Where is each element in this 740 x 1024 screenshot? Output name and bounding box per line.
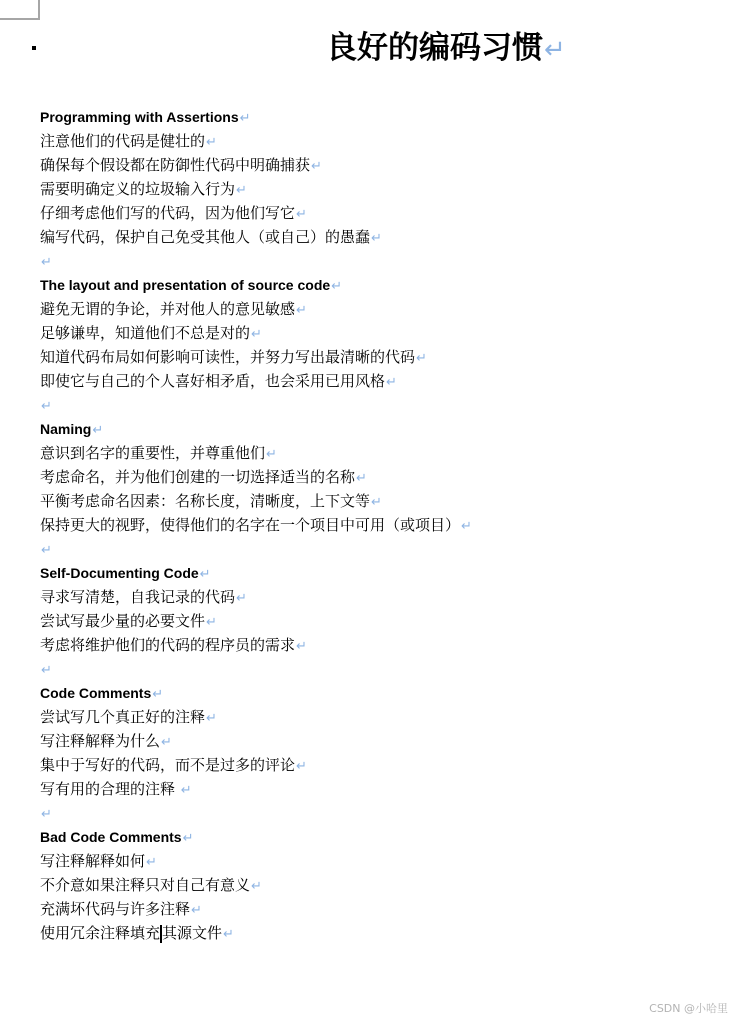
empty-paragraph bbox=[40, 657, 700, 681]
paragraph-mark-icon: ↵ bbox=[223, 927, 234, 942]
list-item-text: 充满坏代码与许多注释 bbox=[40, 900, 191, 918]
paragraph-mark-icon: ↵ bbox=[296, 639, 307, 654]
paragraph-mark-icon: ↵ bbox=[182, 831, 194, 846]
paragraph-mark-icon: ↵ bbox=[236, 591, 247, 606]
list-item-text: 写注释解释为什么 bbox=[40, 732, 161, 750]
list-item-text: 考虑将维护他们的代码的程序员的需求 bbox=[40, 636, 296, 654]
list-item bbox=[40, 465, 700, 489]
paragraph-mark-icon: ↵ bbox=[199, 567, 211, 582]
paragraph-mark-icon: ↵ bbox=[239, 111, 251, 126]
paragraph-mark-icon: ↵ bbox=[206, 135, 217, 150]
paragraph-mark-icon: ↵ bbox=[416, 351, 427, 366]
paragraph-mark-icon: ↵ bbox=[544, 35, 566, 65]
paragraph-mark-icon: ↵ bbox=[161, 735, 172, 750]
list-item-text: 平衡考虑命名因素：名称长度，清晰度，上下文等 bbox=[40, 492, 371, 510]
paragraph-mark-icon: ↵ bbox=[206, 711, 217, 726]
empty-paragraph bbox=[40, 393, 700, 417]
list-item-text: 避免无谓的争论，并对他人的意见敏感 bbox=[40, 300, 296, 318]
list-item-text: 需要明确定义的垃圾输入行为 bbox=[40, 180, 236, 198]
section-heading bbox=[40, 561, 700, 585]
section-heading bbox=[40, 417, 700, 441]
paragraph-mark-icon: ↵ bbox=[146, 855, 157, 870]
list-item-text: 意识到名字的重要性，并尊重他们 bbox=[40, 444, 266, 462]
paragraph-mark-icon: ↵ bbox=[251, 327, 262, 342]
list-item-text: 即使它与自己的个人喜好相矛盾，也会采用已用风格 bbox=[40, 372, 386, 390]
empty-paragraph bbox=[40, 249, 700, 273]
section-heading bbox=[40, 273, 700, 297]
paragraph-mark-icon: ↵ bbox=[41, 543, 52, 558]
list-item bbox=[40, 609, 700, 633]
list-item-text: 尝试写最少量的必要文件 bbox=[40, 612, 206, 630]
section-heading-text: Bad Code Comments bbox=[40, 829, 182, 845]
paragraph-mark-icon: ↵ bbox=[331, 279, 343, 294]
section-heading bbox=[40, 105, 700, 129]
watermark: CSDN @小哈里 bbox=[649, 1002, 728, 1015]
list-item-text: 知道代码布局如何影响可读性，并努力写出最清晰的代码 bbox=[40, 348, 416, 366]
list-item bbox=[40, 153, 700, 177]
list-item-text: 考虑命名，并为他们创建的一切选择适当的名称 bbox=[40, 468, 356, 486]
paragraph-mark-icon: ↵ bbox=[386, 375, 397, 390]
list-item-text: 写有用的合理的注释 bbox=[40, 780, 180, 798]
list-item-text: 寻求写清楚，自我记录的代码 bbox=[40, 588, 236, 606]
list-item bbox=[40, 441, 700, 465]
list-item bbox=[40, 705, 700, 729]
document-title bbox=[326, 28, 566, 68]
paragraph-mark-icon: ↵ bbox=[180, 783, 192, 798]
text-cursor bbox=[160, 925, 162, 943]
paragraph-mark-icon: ↵ bbox=[41, 663, 52, 678]
empty-paragraph bbox=[40, 537, 700, 561]
section-heading-text: Self-Documenting Code bbox=[40, 565, 199, 581]
list-item bbox=[40, 177, 700, 201]
paragraph-mark-icon: ↵ bbox=[251, 879, 262, 894]
paragraph-mark-icon: ↵ bbox=[356, 471, 367, 486]
list-item bbox=[40, 633, 700, 657]
section-heading-text: Naming bbox=[40, 421, 92, 437]
list-item bbox=[40, 873, 700, 897]
list-item-text: 集中于写好的代码，而不是过多的评论 bbox=[40, 756, 296, 774]
list-item bbox=[40, 225, 700, 249]
list-item-text: 不介意如果注释只对自己有意义 bbox=[40, 876, 251, 894]
section-heading bbox=[40, 681, 700, 705]
paragraph-mark-icon: ↵ bbox=[371, 495, 382, 510]
list-item-text: 写注释解释如何 bbox=[40, 852, 146, 870]
paragraph-mark-icon: ↵ bbox=[296, 303, 307, 318]
empty-paragraph bbox=[40, 801, 700, 825]
list-item-text: 确保每个假设都在防御性代码中明确捕获 bbox=[40, 156, 311, 174]
paragraph-mark-icon: ↵ bbox=[311, 159, 322, 174]
list-item bbox=[40, 849, 700, 873]
list-item bbox=[40, 201, 700, 225]
document-body[interactable] bbox=[40, 105, 700, 945]
list-item-text: 保持更大的视野，使得他们的名字在一个项目中可用（或项目） bbox=[40, 516, 461, 534]
list-item-text: 尝试写几个真正好的注释 bbox=[40, 708, 206, 726]
bullet-dot bbox=[32, 46, 36, 50]
paragraph-mark-icon: ↵ bbox=[371, 231, 382, 246]
section-heading-text: Code Comments bbox=[40, 685, 152, 701]
section-heading-text: The layout and presentation of source code bbox=[40, 277, 331, 293]
paragraph-mark-icon: ↵ bbox=[296, 207, 307, 222]
list-item-text: 注意他们的代码是健壮的 bbox=[40, 132, 206, 150]
list-item bbox=[40, 345, 700, 369]
paragraph-mark-icon: ↵ bbox=[296, 759, 307, 774]
paragraph-mark-icon: ↵ bbox=[461, 519, 472, 534]
list-item-text: 编写代码，保护自己免受其他人（或自己）的愚蠢 bbox=[40, 228, 371, 246]
list-item bbox=[40, 585, 700, 609]
list-item bbox=[40, 897, 700, 921]
paragraph-mark-icon: ↵ bbox=[206, 615, 217, 630]
list-item bbox=[40, 321, 700, 345]
list-item-text: 使用冗余注释填充 其源文件 bbox=[40, 924, 223, 942]
paragraph-mark-icon: ↵ bbox=[152, 687, 164, 702]
list-item bbox=[40, 513, 700, 537]
list-item bbox=[40, 921, 700, 945]
paragraph-mark-icon: ↵ bbox=[41, 399, 52, 414]
section-heading bbox=[40, 825, 700, 849]
paragraph-mark-icon: ↵ bbox=[191, 903, 202, 918]
list-item-text: 足够谦卑，知道他们不总是对的 bbox=[40, 324, 251, 342]
list-item bbox=[40, 129, 700, 153]
document-title-text: 良好的编码习惯 bbox=[326, 30, 543, 66]
list-item bbox=[40, 753, 700, 777]
paragraph-mark-icon: ↵ bbox=[41, 255, 52, 270]
list-item bbox=[40, 297, 700, 321]
list-item bbox=[40, 777, 700, 801]
section-heading-text: Programming with Assertions bbox=[40, 109, 239, 125]
paragraph-mark-icon: ↵ bbox=[41, 807, 52, 822]
paragraph-mark-icon: ↵ bbox=[92, 423, 104, 438]
list-item-text: 仔细考虑他们写的代码，因为他们写它 bbox=[40, 204, 296, 222]
page-corner-mark bbox=[0, 0, 40, 20]
list-item bbox=[40, 489, 700, 513]
paragraph-mark-icon: ↵ bbox=[266, 447, 277, 462]
list-item bbox=[40, 729, 700, 753]
list-item bbox=[40, 369, 700, 393]
paragraph-mark-icon: ↵ bbox=[236, 183, 247, 198]
